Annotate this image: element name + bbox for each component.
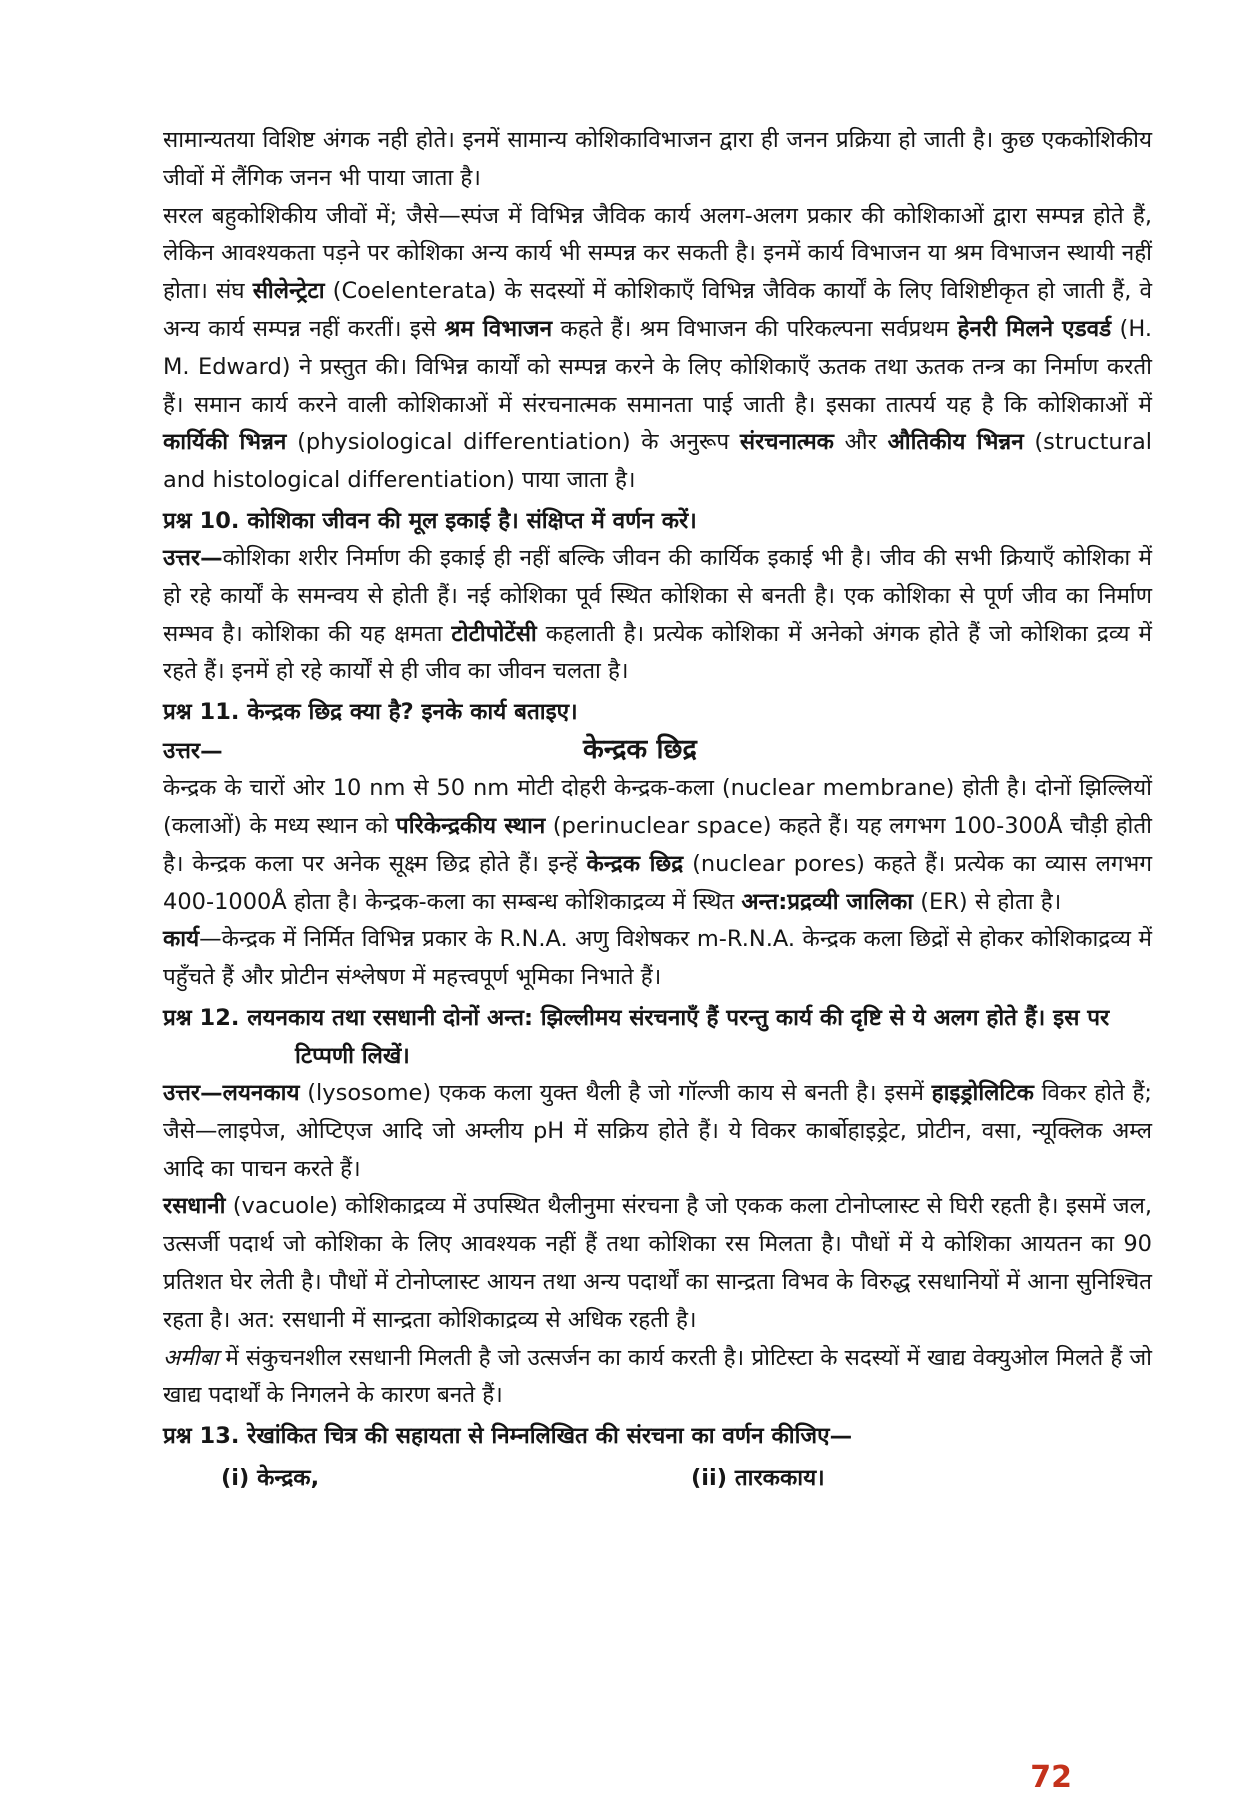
term-coelenterata: सीलेन्ट्रेटा: [252, 278, 325, 305]
answer-11-function: कार्य—केन्द्रक में निर्मित विभिन्न प्रकार के R.N.A. अणु विशेषकर m-R.N.A. केन्द्रक कला छिद्रों से होकर कोशिकाद्रव्य में पहुँचते हैं और प्रोटीन संश्लेषण में महत्त्वपूर्ण भूमिका निभाते हैं।: [163, 926, 1152, 991]
term-amoeba: अमीबा: [163, 1344, 219, 1371]
term-structural: संरचनात्मक: [739, 429, 834, 456]
page-number: 72: [1030, 1760, 1072, 1795]
paragraph-unicellular: सामान्यतया विशिष्ट अंगक नही होते। इनमें सामान्य कोशिकाविभाजन द्वारा ही जनन प्रक्रिया हो जाती है। कुछ एककोशिकीय जीवों में लैंगिक जनन भी पाया जाता है।: [163, 127, 1152, 191]
question-11: प्रश्न 11. केन्द्रक छिद्र क्या है? इनके कार्य बताइए।: [163, 699, 578, 726]
term-physiological-differentiation: कार्यिकी भिन्नन: [163, 429, 287, 456]
section-heading-nuclear-pores: केन्द्रक छिद्र: [583, 734, 697, 766]
term-division-of-labour: श्रम विभाजन: [444, 315, 553, 342]
answer-11-body: केन्द्रक के चारों ओर 10 nm से 50 nm मोटी दोहरी केन्द्रक-कला (nuclear membrane) होती है। दोनों झिल्लियों (कलाओं) के मध्य स्थान को परिकेन्द्रकीय स्थान (perinuclear space) कहते हैं। यह लगभग 100-300Å चौड़ी होती है। केन्द्रक कला पर अनेक सूक्ष्म छिद्र होते हैं। इन्हें केन्द्रक छिद्र (nuclear pores) कहते हैं। प्रत्येक का व्यास लगभग 400-1000Å होता है। केन्द्रक-कला का सम्बन्ध कोशिकाद्रव्य में स्थित अन्त:प्रद्रव्यी जालिका (ER) से होता है।: [163, 775, 1152, 915]
question-12: प्रश्न 12. लयनकाय तथा रसधानी दोनों अन्त: झिल्लीमय संरचनाएँ हैं परन्तु कार्य की दृष्टि से ये अलग होते हैं। इस पर टिप्पणी लिखें।: [163, 1004, 1110, 1069]
term-hydrolytic: हाइड्रोलिटिक: [931, 1079, 1034, 1106]
answer-10: उत्तर—कोशिका शरीर निर्माण की इकाई ही नहीं बल्कि जीवन की कार्यिक इकाई भी है। जीव की सभी क्रियाएँ कोशिका में हो रहे कार्यों के समन्वय से होती हैं। नई कोशिका पूर्व स्थित कोशिका से बनती है। एक कोशिका से पूर्ण जीव का निर्माण सम्भव है। कोशिका की यह क्षमता टोटीपोटेंसी कहलाती है। प्रत्येक कोशिका में अनेको अंगक होते हैं जो कोशिका द्रव्य में रहते हैं। इनमें हो रहे कार्यों से ही जीव का जीवन चलता है।: [163, 544, 1152, 685]
term-totipotency: टोटीपोटेंसी: [451, 620, 537, 647]
answer-12-vacuole: रसधानी (vacuole) कोशिकाद्रव्य में उपस्थित थैलीनुमा संरचना है जो एकक कला टोनोप्लास्ट से घिरी रहती है। इसमें जल, उत्सर्जी पदार्थ जो कोशिका के लिए आवश्यक नहीं हैं तथा कोशिका रस मिलता है। पौधों में ये कोशिका आयतन का 90 प्रतिशत घेर लेती है। पौधों में टोनोप्लास्ट आयन तथा अन्य पदार्थों का सान्द्रता विभव के विरुद्ध रसधानियों में आना सुनिश्चित रहता है। अत: रसधानी में सान्द्रता कोशिकाद्रव्य से अधिक रहती है।: [163, 1193, 1152, 1333]
question-13-options: [163, 1459, 1152, 1497]
question-13: प्रश्न 13. रेखांकित चित्र की सहायता से निम्नलिखित की संरचना का वर्णन कीजिए—: [163, 1423, 853, 1450]
paragraph-division-of-labour: सरल बहुकोशिकीय जीवों में; जैसे—स्पंज में विभिन्न जैविक कार्य अलग-अलग प्रकार की कोशिकाओं द्वारा सम्पन्न होते हैं, लेकिन आवश्यकता पड़ने पर कोशिका अन्य कार्य भी सम्पन्न कर सकती है। इनमें कार्य विभाजन या श्रम विभाजन स्थायी नहीं होता। संघ सीलेन्ट्रेटा (Coelenterata) के सदस्यों में कोशिकाएँ विभिन्न जैविक कार्यों के लिए विशिष्टीकृत हो जाती हैं, वे अन्य कार्य सम्पन्न नहीं करतीं। इसे श्रम विभाजन कहते हैं। श्रम विभाजन की परिकल्पना सर्वप्रथम हेनरी मिलने एडवर्ड (H. M. Edward) ने प्रस्तुत की। विभिन्न कार्यों को सम्पन्न करने के लिए कोशिकाएँ ऊतक तथा ऊतक तन्त्र का निर्माण करती हैं। समान कार्य करने वाली कोशिकाओं में संरचनात्मक समानता पाई जाती है। इसका तात्पर्य यह है कि कोशिकाओं में कार्यिकी भिन्नन (physiological differentiation) के अनुरूप संरचनात्मक और औतिकीय भिन्नन (structural and histological differentiation) पाया जाता है।: [163, 202, 1153, 494]
term-er: अन्त:प्रद्रव्यी जालिका: [741, 888, 914, 915]
option-centrosome: (ii) तारककाय।: [691, 1465, 825, 1492]
answer-12-amoeba: अमीबा में संकुचनशील रसधानी मिलती है जो उत्सर्जन का कार्य करती है। प्रोटिस्टा के सदस्यों में खाद्य वेक्युओल मिलते हैं जो खाद्य पदार्थों के निगलने के कारण बनते हैं।: [163, 1344, 1152, 1409]
term-nuclear-pores: केन्द्रक छिद्र: [586, 850, 684, 877]
term-lysosome: लयनकाय: [222, 1079, 300, 1106]
question-10: प्रश्न 10. कोशिका जीवन की मूल इकाई है। संक्षिप्त में वर्णन करें।: [163, 507, 697, 534]
option-nucleus: (i) केन्द्रक,: [221, 1465, 320, 1492]
term-henry-milne-edward: हेनरी मिलने एडवर्ड: [957, 315, 1112, 342]
answer-12-lysosome: उत्तर—लयनकाय (lysosome) एकक कला युक्त थैली है जो गॉल्जी काय से बनती है। इसमें हाइड्रोलिटिक विकर होते हैं; जैसे—लाइपेज, ओप्टिएज आदि जो अम्लीय pH में सक्रिय होते हैं। ये विकर कार्बोहाइड्रेट, प्रोटीन, वसा, न्यूक्लिक अम्ल आदि का पाचन करते हैं।: [163, 1079, 1152, 1182]
term-histological-differentiation: औतिकीय भिन्नन: [887, 429, 1024, 456]
term-vacuole: रसधानी: [163, 1193, 226, 1220]
answer-11-heading-row: उत्तर— केन्द्रक छिद्र: [163, 731, 1152, 770]
term-perinuclear-space: परिकेन्द्रकीय स्थान: [395, 812, 546, 839]
